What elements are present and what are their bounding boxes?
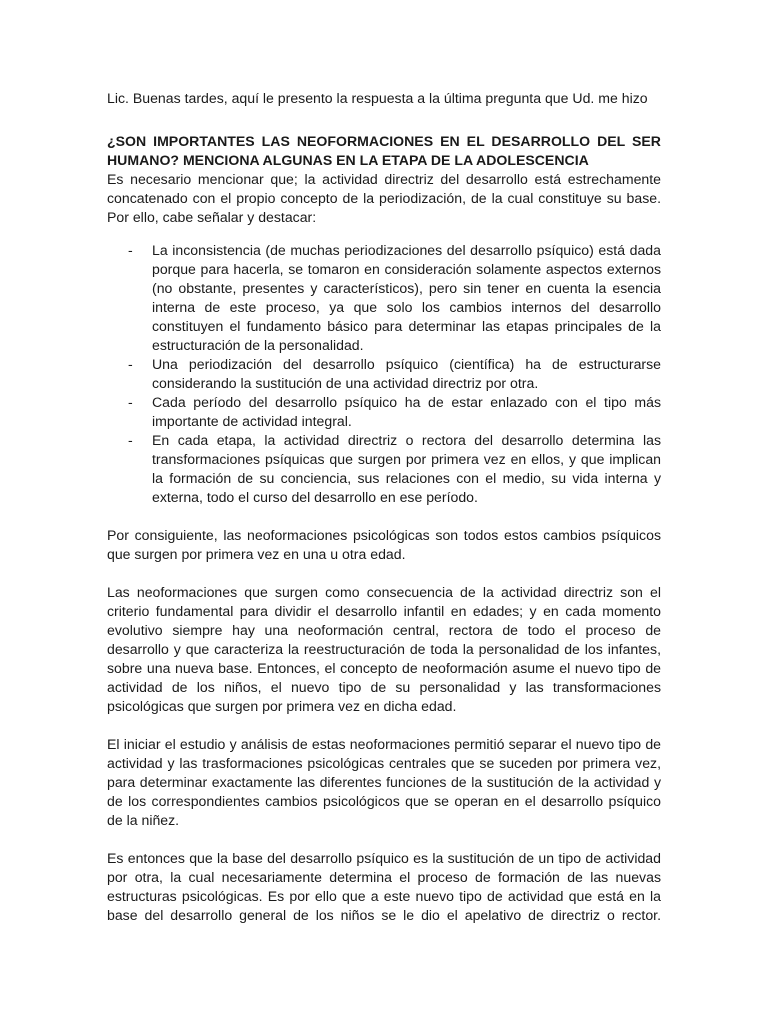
list-item [107, 393, 661, 431]
intro-paragraph: Es necesario mencionar que; la actividad directriz del desarrollo está estrechamente concatenado con el propio concepto de la periodización, de la cual constituye su base. Por ello, cabe señalar y destacar: [107, 171, 661, 225]
list-item-text: Una periodización del desarrollo psíquico (científica) ha de estructurarse considerando la sustitución de una actividad directriz por otra. [152, 356, 661, 391]
greeting-line: Lic. Buenas tardes, aquí le presento la respuesta a la última pregunta que Ud. me hizo [107, 90, 648, 106]
body-paragraph: El iniciar el estudio y análisis de estas neoformaciones permitió separar el nuevo tipo de actividad y las trasformaciones psicológicas centrales que se suceden por primera vez, para determinar exactamente las diferentes funciones de la sustitución de la actividad y de los correspondientes cambios psicológicos que se operan en el desarrollo psíquico de la niñez. [107, 736, 661, 828]
list-item-text: En cada etapa, la actividad directriz o rectora del desarrollo determina las transformaciones psíquicas que surgen por primera vez en ellos, y que implican la formación de su conciencia, sus relaciones con el medio, su vida interna y externa, todo el curso del desarrollo en ese período. [152, 432, 661, 505]
body-paragraph: Es entonces que la base del desarrollo psíquico es la sustitución de un tipo de actividad por otra, la cual necesariamente determina el proceso de formación de las nuevas estructuras psicológicas. Es por ello que a este nuevo tipo de actividad que está en la base del desarrollo general de los niños se le dio el apelativo de directriz o rector. [107, 850, 661, 923]
list-item [107, 355, 661, 393]
list-item [107, 241, 661, 355]
dash-marker: - [128, 242, 133, 258]
points-list [107, 241, 661, 507]
dash-marker: - [128, 356, 133, 372]
question-heading: ¿SON IMPORTANTES LAS NEOFORMACIONES EN EL DESARROLLO DEL SER HUMANO? MENCIONA ALGUNAS EN LA ETAPA DE LA ADOLESCENCIA [107, 133, 661, 168]
list-item [107, 431, 661, 507]
list-item-text: Cada período del desarrollo psíquico ha de estar enlazado con el tipo más importante de actividad integral. [152, 394, 661, 429]
dash-marker: - [128, 432, 133, 448]
body-paragraph: Las neoformaciones que surgen como consecuencia de la actividad directriz son el criterio fundamental para dividir el desarrollo infantil en edades; y en cada momento evolutivo siempre hay una neoformación central, rectora de todo el proceso de desarrollo y que caracteriza la reestructuración de toda la personalidad de los infantes, sobre una nueva base. Entonces, el concepto de neoformación asume el nuevo tipo de actividad de los niños, el nuevo tipo de su personalidad y las transformaciones psicológicas que surgen por primera vez en dicha edad. [107, 584, 661, 714]
body-paragraph: Por consiguiente, las neoformaciones psicológicas son todos estos cambios psíquicos que surgen por primera vez en una u otra edad. [107, 527, 661, 562]
list-item-text: La inconsistencia (de muchas periodizaciones del desarrollo psíquico) está dada porque para hacerla, se tomaron en consideración solamente aspectos externos (no obstante, presentes y característicos), pero sin tener en cuenta la esencia interna de este proceso, ya que solo los cambios internos del desarrollo constituyen el fundamento básico para determinar las etapas principales de la estructuración de la personalidad. [152, 242, 661, 353]
dash-marker: - [128, 394, 133, 410]
